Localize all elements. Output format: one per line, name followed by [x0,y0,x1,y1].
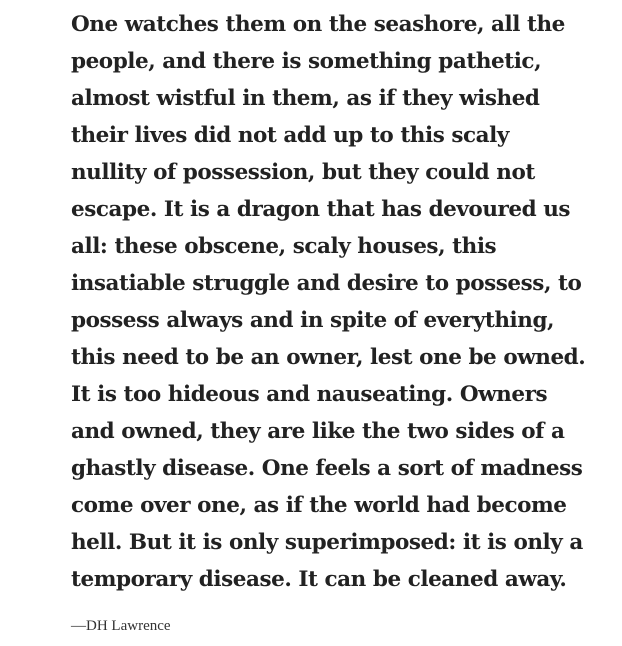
quote-line: One watches them on the seashore, all the [71,12,565,37]
quote-line: people, and there is something pathetic, [71,49,542,74]
quote-line: almost wistful in them, as if they wished [71,86,540,111]
quote-line: possess always and in spite of everything, [71,308,555,333]
quote-line: nullity of possession, but they could not [71,160,535,185]
quote-line: all: these obscene, scaly houses, this [71,234,497,259]
quote-line: insatiable struggle and desire to possess, to [71,271,582,296]
quote-line: ghastly disease. One feels a sort of madness [71,456,583,481]
quote-line: hell. But it is only superimposed: it is only a [71,530,583,555]
quote-line: this need to be an owner, lest one be owned. [71,345,586,370]
quote-line: and owned, they are like the two sides of a [71,419,565,444]
quote-line: temporary disease. It can be cleaned away. [71,567,567,592]
quote-attribution: —DH Lawrence [71,618,171,634]
quote-line: It is too hideous and nauseating. Owners [71,382,548,407]
quote-line: escape. It is a dragon that has devoured us [71,197,571,222]
quote-text [71,6,611,598]
quote-line: come over one, as if the world had become [71,493,567,518]
quote-line: their lives did not add up to this scaly [71,123,509,148]
